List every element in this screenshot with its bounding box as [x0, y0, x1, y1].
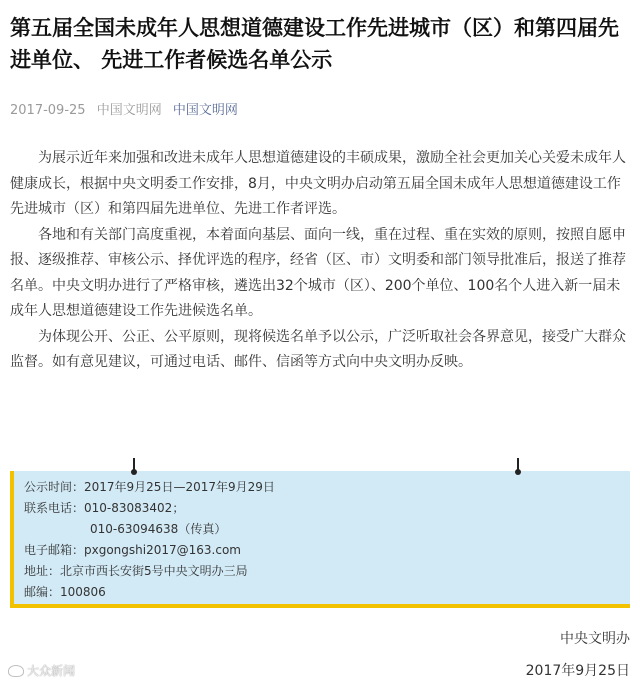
notice-info-lines: [24, 477, 275, 603]
signature-org: 中央文明办: [560, 631, 630, 647]
pin-icon: [517, 458, 519, 472]
watermark-text: 大众新闻: [27, 664, 76, 678]
contact-phone: 联系电话：010-83083402；: [24, 501, 185, 515]
watermark-logo-icon: [8, 665, 24, 677]
article-meta: [10, 99, 245, 118]
contact-email: 电子邮箱：pxgongshi2017@163.com: [24, 543, 241, 557]
contact-fax: 010-63094638（传真）: [90, 522, 227, 536]
paragraph-3: 为体现公开、公正、公平原则，现将候选名单予以公示，广泛听取社会各界意见，接受广大群众监督。如有意见建议，可通过电话、邮件、信函等方式向中央文明办反映。: [10, 328, 626, 370]
postcode: 邮编：100806: [24, 585, 106, 599]
article-title: 第五届全国未成年人思想道德建设工作先进城市（区）和第四届先进单位、 先进工作者候选名单公示: [10, 16, 619, 72]
paragraph-1: 为展示近年来加强和改进未成年人思想道德建设的丰硕成果，激励全社会更加关心关爱未成年人健康成长，根据中央文明委工作安排，8月，中央文明办启动第五届全国未成年人思想道德建设工作先进城市（区）和第四届先进单位、先进工作者评选。: [10, 150, 626, 217]
publish-date: 2017-09-25: [10, 103, 86, 118]
paragraph-2: 各地和有关部门高度重视，本着面向基层、面向一线，重在过程、重在实效的原则，按照自愿申报、逐级推荐、审核公示、择优评选的程序，经省（区、市）文明委和部门领导批准后，报送了推荐名单。中央文明办进行了严格审核，遴选出32个城市（区）、200个单位、100名个人进入新一届未成年人思想道德建设工作先进候选名单。: [10, 226, 626, 319]
notice-info-box: [10, 471, 630, 608]
article-body: [10, 146, 630, 376]
source-name: 中国文明网: [96, 103, 162, 118]
pin-icon: [133, 458, 135, 472]
watermark: [8, 662, 75, 679]
source-link[interactable]: 中国文明网: [172, 103, 238, 118]
contact-address: 地址：北京市西长安街5号中央文明办三局: [24, 564, 248, 578]
signature-date: 2017年9月25日: [525, 663, 630, 679]
notice-period: 公示时间：2017年9月25日—2017年9月29日: [24, 480, 275, 494]
